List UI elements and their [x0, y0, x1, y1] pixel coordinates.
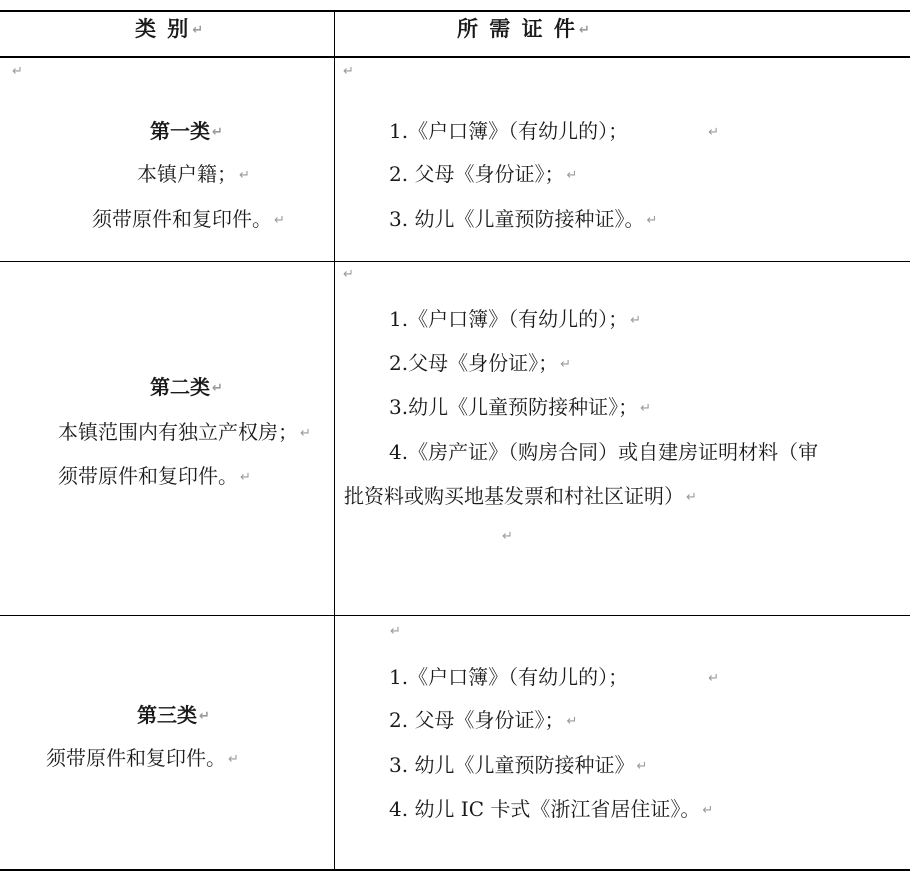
return-mark: ↵	[578, 23, 592, 38]
return-mark: ↵	[199, 709, 210, 724]
row-2-bottom-border	[0, 615, 910, 616]
header-required-documents: 所 需 证 件 ↵	[457, 16, 592, 41]
return-mark: ↵	[560, 357, 571, 372]
document-item: 3. 幼儿《儿童预防接种证》 ↵	[389, 753, 648, 777]
return-mark: ↵	[239, 168, 250, 183]
document-item: 3. 幼儿《儿童预防接种证》。 ↵	[389, 207, 658, 231]
return-mark: ↵	[228, 752, 239, 767]
category-line: 本镇范围内有独立产权房； ↵	[58, 420, 311, 444]
document-item: 1.《户口簿》（有幼儿的）； ↵	[389, 119, 719, 143]
return-mark: ↵	[630, 313, 641, 328]
table-bottom-border	[0, 869, 910, 871]
return-mark: ↵	[636, 759, 648, 774]
return-mark: ↵	[212, 381, 223, 396]
document-item: 4.《房产证》（购房合同）或自建房证明材料（审	[389, 440, 819, 464]
return-mark: ↵	[300, 426, 311, 441]
paragraph-mark: ↵	[390, 624, 401, 639]
paragraph-mark: ↵	[343, 64, 354, 79]
return-mark: ↵	[274, 213, 285, 228]
return-mark: ↵	[212, 125, 223, 140]
document-item: 4. 幼儿 IC 卡式《浙江省居住证》。 ↵	[389, 797, 714, 821]
return-mark: ↵	[566, 714, 578, 729]
document-item-continuation: 批资料或购买地基发票和村社区证明） ↵	[344, 484, 697, 508]
category-title: 第二类 ↵	[150, 375, 223, 399]
document-item: 1.《户口簿》（有幼儿的）； ↵	[389, 307, 641, 331]
return-mark: ↵	[686, 490, 697, 505]
return-mark: ↵	[702, 803, 714, 818]
document-item: 2. 父母《身份证》； ↵	[389, 708, 578, 732]
return-mark: ↵	[646, 213, 658, 228]
paragraph-mark: ↵	[12, 64, 23, 79]
category-line: 须带原件和复印件。 ↵	[92, 207, 285, 231]
return-mark: ↵	[566, 168, 578, 183]
document-item: 2. 父母《身份证》； ↵	[389, 162, 578, 186]
category-line: 须带原件和复印件。 ↵	[58, 464, 251, 488]
table-top-border	[0, 10, 910, 12]
return-mark: ↵	[708, 125, 719, 140]
return-mark: ↵	[192, 23, 206, 38]
document-item: 3.幼儿《儿童预防接种证》； ↵	[389, 395, 651, 419]
row-1-bottom-border	[0, 261, 910, 262]
category-title: 第一类 ↵	[150, 119, 223, 143]
header-category: 类 别 ↵	[135, 16, 206, 41]
column-divider	[334, 10, 335, 870]
document-item: 1.《户口簿》（有幼儿的）； ↵	[389, 665, 719, 689]
document-item: 2.父母《身份证》； ↵	[389, 351, 571, 375]
category-line: 本镇户籍； ↵	[137, 162, 250, 186]
return-mark: ↵	[640, 401, 651, 416]
paragraph-mark: ↵	[502, 529, 513, 544]
category-line: 须带原件和复印件。 ↵	[46, 746, 239, 770]
category-title: 第三类 ↵	[137, 703, 210, 727]
paragraph-mark: ↵	[343, 267, 354, 282]
return-mark: ↵	[708, 671, 719, 686]
return-mark: ↵	[240, 470, 251, 485]
header-bottom-border	[0, 56, 910, 58]
